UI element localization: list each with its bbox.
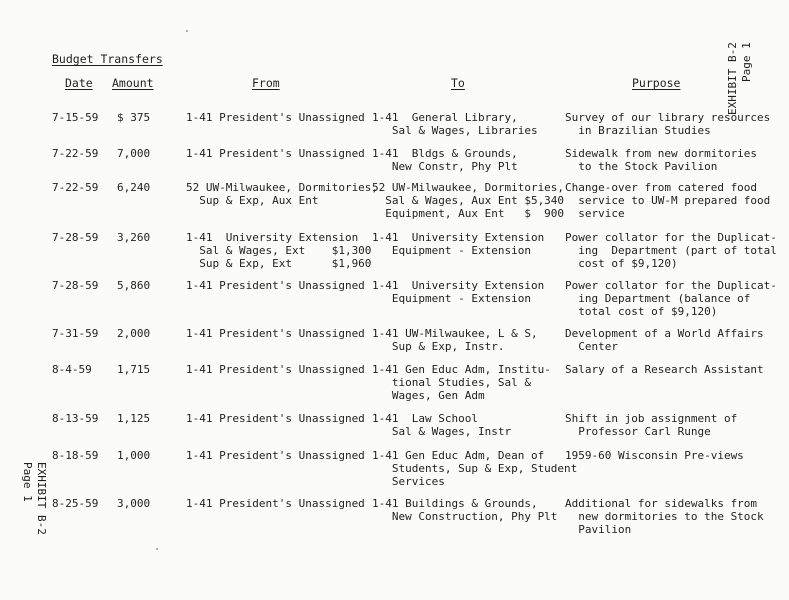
cell-to: 1-41 Law School Sal & Wages, Instr bbox=[372, 412, 512, 438]
cell-amount: 6,240 bbox=[117, 181, 151, 194]
cell-to: 1-41 University Extension Equipment - Extension bbox=[372, 231, 545, 257]
cell-purpose: Power collator for the Duplicat- ing Department (balance of total cost of $9,120) bbox=[565, 279, 777, 318]
cell-date: 8-18-59 bbox=[52, 449, 99, 462]
cell-purpose: 1959-60 Wisconsin Pre-views bbox=[565, 449, 744, 462]
cell-to: 1-41 Gen Educ Adm, Dean of Students, Sup & Exp, Student Services bbox=[372, 449, 578, 488]
cell-to: 1-41 General Library, Sal & Wages, Libraries bbox=[372, 111, 538, 137]
cell-from: 1-41 President's Unassigned bbox=[186, 279, 365, 292]
cell-amount: 1,000 bbox=[117, 449, 151, 462]
cell-purpose: Survey of our library resources in Brazilian Studies bbox=[565, 111, 771, 137]
paper-speck bbox=[156, 548, 158, 550]
cell-to: 1-41 Buildings & Grounds, New Construction, Phy Plt bbox=[372, 497, 558, 523]
cell-to: 1-41 University Extension Equipment - Extension bbox=[372, 279, 545, 305]
column-header-amount: Amount bbox=[112, 76, 154, 90]
cell-from: 1-41 President's Unassigned bbox=[186, 147, 365, 160]
cell-amount: 3,260 bbox=[117, 231, 151, 244]
table-row bbox=[0, 497, 789, 547]
cell-to: 1-41 Gen Educ Adm, Institu- tional Studies, Sal & Wages, Gen Adm bbox=[372, 363, 551, 402]
exhibit-label-right-line1: EXHIBIT B-2 bbox=[726, 42, 739, 115]
column-header-purpose: Purpose bbox=[632, 76, 681, 90]
cell-purpose: Power collator for the Duplicat- ing Department (part of total cost of $9,120) bbox=[565, 231, 777, 270]
cell-date: 8-13-59 bbox=[52, 412, 99, 425]
table-row bbox=[0, 279, 789, 329]
cell-from: 1-41 President's Unassigned bbox=[186, 412, 365, 425]
cell-amount: 5,860 bbox=[117, 279, 151, 292]
cell-amount: 7,000 bbox=[117, 147, 151, 160]
cell-date: 7-28-59 bbox=[52, 231, 99, 244]
paper-speck bbox=[186, 30, 188, 32]
table-row bbox=[0, 231, 789, 281]
cell-from: 1-41 President's Unassigned bbox=[186, 111, 365, 124]
cell-from: 1-41 President's Unassigned bbox=[186, 363, 365, 376]
cell-purpose: Change-over from catered food service to UW-M prepared food service bbox=[565, 181, 771, 220]
cell-purpose: Additional for sidewalks from new dormitories to the Stock Pavilion bbox=[565, 497, 764, 536]
column-header-date: Date bbox=[65, 76, 93, 90]
cell-to: 1-41 Bldgs & Grounds, New Constr, Phy Plt bbox=[372, 147, 518, 173]
cell-date: 7-31-59 bbox=[52, 327, 99, 340]
cell-amount: 3,000 bbox=[117, 497, 151, 510]
cell-from: 52 UW-Milwaukee, Dormitories, Sup & Exp, Aux Ent bbox=[186, 181, 379, 207]
cell-purpose: Shift in job assignment of Professor Carl Runge bbox=[565, 412, 738, 438]
exhibit-label-right-line2: Page 1 bbox=[740, 42, 753, 82]
exhibit-label-left-line1: EXHIBIT B-2 bbox=[35, 462, 48, 535]
cell-date: 7-28-59 bbox=[52, 279, 99, 292]
cell-purpose: Development of a World Affairs Center bbox=[565, 327, 764, 353]
cell-amount: 1,125 bbox=[117, 412, 151, 425]
table-row bbox=[0, 363, 789, 413]
cell-purpose: Salary of a Research Assistant bbox=[565, 363, 764, 376]
cell-amount: $ 375 bbox=[117, 111, 151, 124]
cell-date: 7-15-59 bbox=[52, 111, 99, 124]
cell-date: 8-4-59 bbox=[52, 363, 92, 376]
cell-from: 1-41 University Extension Sal & Wages, Ext $1,300 Sup & Exp, Ext $1,960 bbox=[186, 231, 372, 270]
cell-date: 7-22-59 bbox=[52, 147, 99, 160]
cell-purpose: Sidewalk from new dormitories to the Stock Pavilion bbox=[565, 147, 758, 173]
cell-date: 8-25-59 bbox=[52, 497, 99, 510]
column-header-from: From bbox=[252, 76, 280, 90]
column-header-to: To bbox=[451, 76, 465, 90]
cell-date: 7-22-59 bbox=[52, 181, 99, 194]
cell-to: 52 UW-Milwaukee, Dormitories, Sal & Wages, Aux Ent $5,340 Equipment, Aux Ent $ 900 bbox=[372, 181, 565, 220]
cell-amount: 1,715 bbox=[117, 363, 151, 376]
exhibit-label-left-line2: Page 1 bbox=[21, 462, 34, 502]
cell-to: 1-41 UW-Milwaukee, L & S, Sup & Exp, Instr. bbox=[372, 327, 538, 353]
document-title: Budget Transfers bbox=[52, 52, 163, 66]
cell-from: 1-41 President's Unassigned bbox=[186, 449, 365, 462]
table-row bbox=[0, 181, 789, 231]
cell-from: 1-41 President's Unassigned bbox=[186, 327, 365, 340]
cell-amount: 2,000 bbox=[117, 327, 151, 340]
cell-from: 1-41 President's Unassigned bbox=[186, 497, 365, 510]
table-row bbox=[0, 449, 789, 499]
